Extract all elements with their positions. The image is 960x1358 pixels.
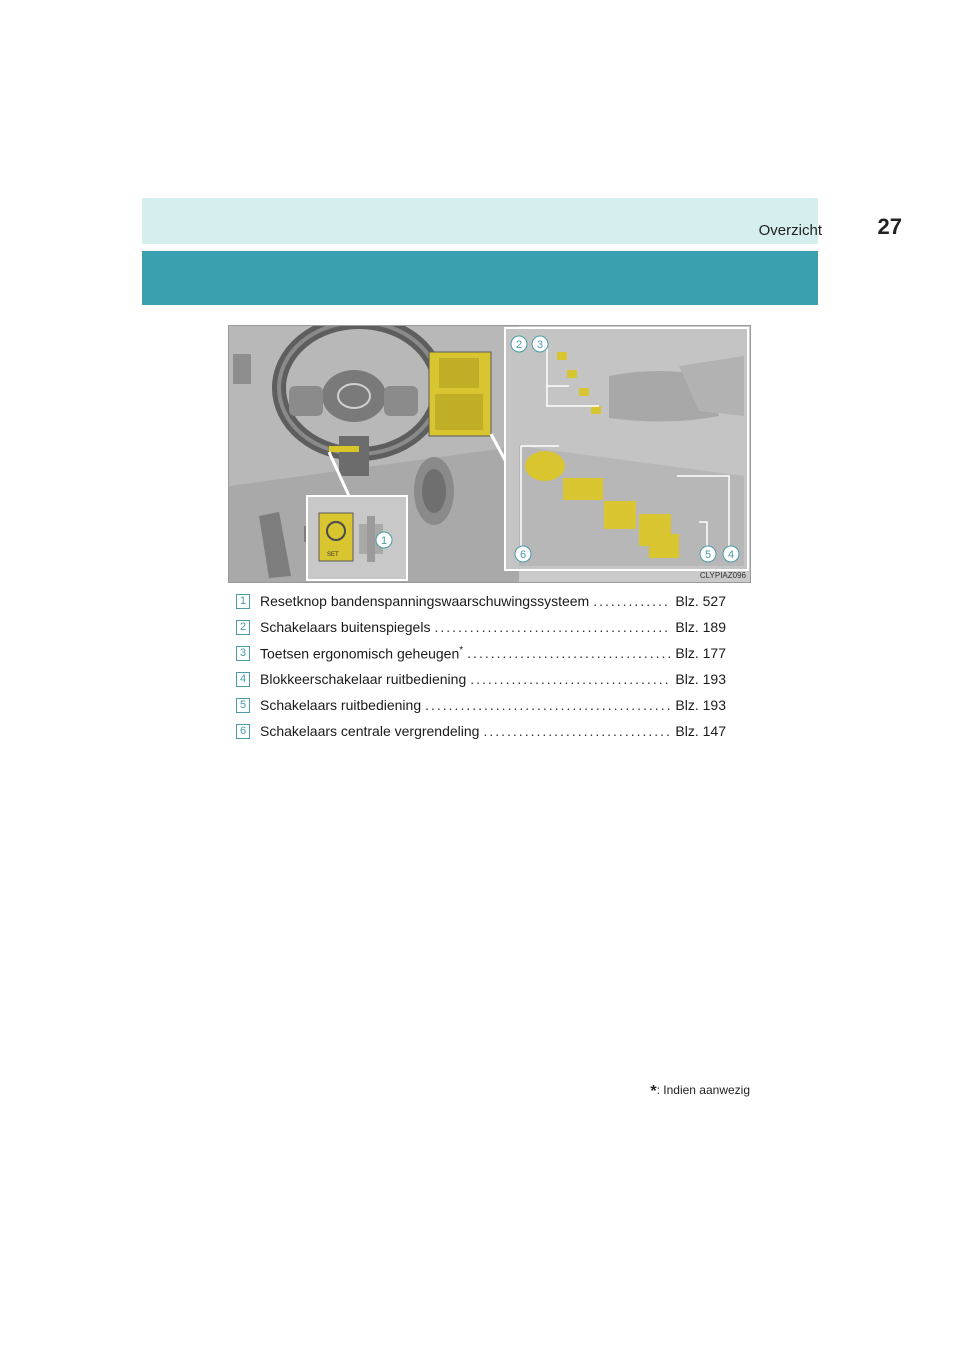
page-reference: Blz. 189 bbox=[675, 619, 726, 635]
list-item bbox=[236, 640, 726, 666]
callout-2 bbox=[511, 336, 527, 352]
callout-3 bbox=[532, 336, 548, 352]
page-reference: Blz. 527 bbox=[675, 593, 726, 609]
callout-1 bbox=[376, 532, 392, 548]
item-number: 4 bbox=[236, 672, 250, 687]
leader-dots bbox=[470, 671, 671, 687]
callout-6 bbox=[515, 546, 531, 562]
svg-text:6: 6 bbox=[519, 549, 527, 561]
leader-dots bbox=[593, 593, 671, 609]
list-item bbox=[236, 666, 726, 692]
item-label: Blokkeerschakelaar ruitbediening bbox=[260, 671, 467, 687]
svg-text:4: 4 bbox=[727, 549, 735, 561]
door-controls-zoom bbox=[505, 328, 748, 570]
section-title: Overzicht bbox=[758, 222, 822, 239]
item-label: Schakelaars centrale vergrendeling bbox=[260, 723, 480, 739]
item-number: 3 bbox=[236, 646, 250, 661]
svg-text:5: 5 bbox=[704, 549, 712, 561]
page-reference: Blz. 177 bbox=[675, 645, 726, 661]
item-label: Resetknop bandenspanningswaarschuwingssysteem bbox=[260, 593, 590, 609]
svg-text:3: 3 bbox=[536, 339, 544, 351]
footnote-star: * bbox=[650, 1083, 657, 1100]
header-band bbox=[142, 198, 818, 244]
footnote bbox=[650, 1083, 750, 1101]
item-label: Toetsen ergonomisch geheugen* bbox=[260, 644, 464, 662]
list-item bbox=[236, 588, 726, 614]
leader-dots bbox=[434, 619, 671, 635]
item-number: 5 bbox=[236, 698, 250, 713]
item-number: 2 bbox=[236, 620, 250, 635]
footnote-text: : Indien aanwezig bbox=[656, 1083, 750, 1097]
item-number: 1 bbox=[236, 594, 250, 609]
page-number: 27 bbox=[877, 214, 902, 239]
page-reference: Blz. 193 bbox=[675, 697, 726, 713]
item-label: Schakelaars ruitbediening bbox=[260, 697, 422, 713]
leader-dots bbox=[425, 697, 671, 713]
list-item bbox=[236, 692, 726, 718]
list-item bbox=[236, 614, 726, 640]
page-reference: Blz. 147 bbox=[675, 723, 726, 739]
page-reference: Blz. 193 bbox=[675, 671, 726, 687]
list-item bbox=[236, 718, 726, 744]
footnote-star: * bbox=[459, 644, 464, 656]
leader-dots bbox=[483, 723, 671, 739]
header-banner bbox=[142, 251, 818, 305]
callout-4 bbox=[723, 546, 739, 562]
callout-5 bbox=[700, 546, 716, 562]
leader-dots bbox=[467, 645, 671, 661]
item-list bbox=[236, 588, 726, 744]
item-number: 6 bbox=[236, 724, 250, 739]
item-label: Schakelaars buitenspiegels bbox=[260, 619, 431, 635]
set-button-label: SET bbox=[327, 552, 339, 558]
illustration-svg bbox=[229, 326, 750, 582]
figure-code: CLYPIAZ096 bbox=[699, 571, 746, 580]
svg-text:1: 1 bbox=[380, 535, 388, 547]
svg-text:2: 2 bbox=[515, 339, 523, 351]
car-interior-illustration bbox=[228, 325, 751, 583]
